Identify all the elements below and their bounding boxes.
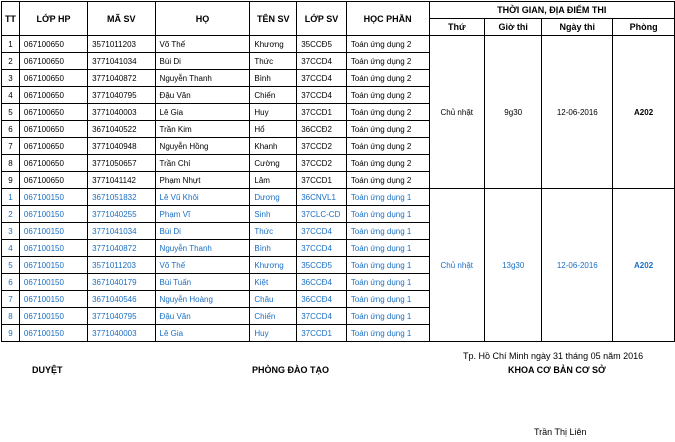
last-name: Đậu Văn bbox=[155, 308, 250, 325]
class-code: 067100650 bbox=[19, 87, 87, 104]
student-class: 35CCĐ5 bbox=[297, 36, 347, 53]
row-number: 7 bbox=[2, 291, 20, 308]
row-number: 1 bbox=[2, 189, 20, 206]
class-code: 067100150 bbox=[19, 257, 87, 274]
student-class: 36CCĐ4 bbox=[297, 291, 347, 308]
student-id: 3771040003 bbox=[88, 325, 155, 342]
first-name: Kiệt bbox=[250, 274, 297, 291]
first-name: Thức bbox=[250, 223, 297, 240]
course-name: Toán ứng dụng 2 bbox=[346, 104, 429, 121]
row-number: 3 bbox=[2, 70, 20, 87]
last-name: Bùi Tuấn bbox=[155, 274, 250, 291]
row-number: 9 bbox=[2, 172, 20, 189]
first-name: Huy bbox=[250, 104, 297, 121]
class-code: 067100150 bbox=[19, 274, 87, 291]
class-code: 067100150 bbox=[19, 189, 87, 206]
student-class: 36CCĐ4 bbox=[297, 274, 347, 291]
first-name: Huy bbox=[250, 325, 297, 342]
row-number: 3 bbox=[2, 223, 20, 240]
student-id: 3771040795 bbox=[88, 87, 155, 104]
first-name: Khanh bbox=[250, 138, 297, 155]
student-class: 37CCD1 bbox=[297, 172, 347, 189]
header-thu: Thứ bbox=[429, 19, 484, 36]
student-class: 37CCD4 bbox=[297, 53, 347, 70]
header-ma-sv: MÃ SV bbox=[88, 2, 155, 36]
course-name: Toán ứng dụng 2 bbox=[346, 138, 429, 155]
header-lop-sv: LỚP SV bbox=[297, 2, 347, 36]
student-id: 3771041142 bbox=[88, 172, 155, 189]
header-ngay-thi: Ngày thi bbox=[542, 19, 613, 36]
row-number: 4 bbox=[2, 240, 20, 257]
student-class: 37CCD4 bbox=[297, 223, 347, 240]
course-name: Toán ứng dụng 2 bbox=[346, 155, 429, 172]
table-body bbox=[2, 36, 675, 342]
row-number: 2 bbox=[2, 53, 20, 70]
header-tt: TT bbox=[2, 2, 20, 36]
student-class: 37CCD1 bbox=[297, 104, 347, 121]
row-number: 1 bbox=[2, 36, 20, 53]
student-class: 37CLC-CD bbox=[297, 206, 347, 223]
first-name: Khương bbox=[250, 36, 297, 53]
last-name: Lê Gia bbox=[155, 325, 250, 342]
exam-date: 12-06-2016 bbox=[542, 189, 613, 342]
last-name: Phạm Vĩ bbox=[155, 206, 250, 223]
exam-time: 13g30 bbox=[484, 189, 541, 342]
first-name: Lâm bbox=[250, 172, 297, 189]
class-code: 067100150 bbox=[19, 223, 87, 240]
exam-day: Chủ nhật bbox=[429, 36, 484, 189]
student-id: 3671040546 bbox=[88, 291, 155, 308]
faculty-label: KHOA CƠ BẢN CƠ SỞ bbox=[508, 365, 606, 375]
class-code: 067100150 bbox=[19, 291, 87, 308]
last-name: Phạm Nhựt bbox=[155, 172, 250, 189]
training-office-label: PHÒNG ĐÀO TẠO bbox=[252, 365, 330, 375]
course-name: Toán ứng dụng 1 bbox=[346, 308, 429, 325]
first-name: Cường bbox=[250, 155, 297, 172]
header-ten-sv: TÊN SV bbox=[250, 2, 297, 36]
student-class: 37CCD2 bbox=[297, 155, 347, 172]
course-name: Toán ứng dụng 1 bbox=[346, 240, 429, 257]
course-name: Toán ứng dụng 1 bbox=[346, 206, 429, 223]
row-number: 6 bbox=[2, 121, 20, 138]
row-number: 6 bbox=[2, 274, 20, 291]
header-exam-group: THỜI GIAN, ĐỊA ĐIỂM THI bbox=[429, 2, 674, 19]
student-id: 3771041034 bbox=[88, 223, 155, 240]
student-class: 37CCD4 bbox=[297, 87, 347, 104]
exam-date: 12-06-2016 bbox=[542, 36, 613, 189]
row-number: 7 bbox=[2, 138, 20, 155]
first-name: Thức bbox=[250, 53, 297, 70]
student-id: 3771041034 bbox=[88, 53, 155, 70]
header-gio-thi: Giờ thi bbox=[484, 19, 541, 36]
student-id: 3771040872 bbox=[88, 240, 155, 257]
place-date: Tp. Hồ Chí Minh ngày 31 tháng 05 năm 2016 bbox=[463, 351, 644, 361]
row-number: 2 bbox=[2, 206, 20, 223]
first-name: Bình bbox=[250, 240, 297, 257]
class-code: 067100650 bbox=[19, 70, 87, 87]
row-number: 8 bbox=[2, 155, 20, 172]
student-class: 37CCD2 bbox=[297, 138, 347, 155]
first-name: Dương bbox=[250, 189, 297, 206]
course-name: Toán ứng dụng 2 bbox=[346, 53, 429, 70]
last-name: Bùi Di bbox=[155, 53, 250, 70]
student-id: 3771050657 bbox=[88, 155, 155, 172]
last-name: Nguyễn Hồng bbox=[155, 138, 250, 155]
last-name: Lê Vũ Khôi bbox=[155, 189, 250, 206]
student-class: 37CCD4 bbox=[297, 240, 347, 257]
header-hoc-phan: HỌC PHẦN bbox=[346, 2, 429, 36]
last-name: Lê Gia bbox=[155, 104, 250, 121]
last-name: Nguyễn Hoàng bbox=[155, 291, 250, 308]
last-name: Võ Thế bbox=[155, 36, 250, 53]
student-class: 37CCD4 bbox=[297, 70, 347, 87]
student-id: 3671040179 bbox=[88, 274, 155, 291]
class-code: 067100650 bbox=[19, 155, 87, 172]
student-class: 37CCD1 bbox=[297, 325, 347, 342]
student-class: 36CCĐ2 bbox=[297, 121, 347, 138]
last-name: Nguyễn Thanh bbox=[155, 240, 250, 257]
header-phong: Phòng bbox=[613, 19, 675, 36]
header-ho: HỌ bbox=[155, 2, 250, 36]
course-name: Toán ứng dụng 2 bbox=[346, 36, 429, 53]
class-code: 067100650 bbox=[19, 138, 87, 155]
student-class: 35CCĐ5 bbox=[297, 257, 347, 274]
exam-schedule-table bbox=[1, 1, 675, 342]
last-name: Đậu Văn bbox=[155, 87, 250, 104]
course-name: Toán ứng dụng 2 bbox=[346, 87, 429, 104]
student-id: 3671051832 bbox=[88, 189, 155, 206]
class-code: 067100650 bbox=[19, 121, 87, 138]
exam-room: A202 bbox=[613, 36, 675, 189]
class-code: 067100650 bbox=[19, 36, 87, 53]
row-number: 5 bbox=[2, 104, 20, 121]
table-row bbox=[2, 189, 675, 206]
first-name: Châu bbox=[250, 291, 297, 308]
class-code: 067100150 bbox=[19, 308, 87, 325]
student-id: 3771040872 bbox=[88, 70, 155, 87]
first-name: Chiến bbox=[250, 87, 297, 104]
class-code: 067100150 bbox=[19, 240, 87, 257]
class-code: 067100650 bbox=[19, 53, 87, 70]
course-name: Toán ứng dụng 2 bbox=[346, 121, 429, 138]
last-name: Trần Chí bbox=[155, 155, 250, 172]
row-number: 5 bbox=[2, 257, 20, 274]
approval-label: DUYỆT bbox=[32, 365, 63, 375]
student-id: 3671040522 bbox=[88, 121, 155, 138]
course-name: Toán ứng dụng 1 bbox=[346, 257, 429, 274]
last-name: Nguyễn Thanh bbox=[155, 70, 250, 87]
student-id: 3571011203 bbox=[88, 257, 155, 274]
first-name: Khương bbox=[250, 257, 297, 274]
course-name: Toán ứng dụng 1 bbox=[346, 325, 429, 342]
exam-room: A202 bbox=[613, 189, 675, 342]
course-name: Toán ứng dụng 1 bbox=[346, 274, 429, 291]
first-name: Sinh bbox=[250, 206, 297, 223]
first-name: Bình bbox=[250, 70, 297, 87]
row-number: 8 bbox=[2, 308, 20, 325]
student-id: 3571011203 bbox=[88, 36, 155, 53]
header-lop-hp: LỚP HP bbox=[19, 2, 87, 36]
row-number: 4 bbox=[2, 87, 20, 104]
student-id: 3771040795 bbox=[88, 308, 155, 325]
course-name: Toán ứng dụng 1 bbox=[346, 189, 429, 206]
course-name: Toán ứng dụng 2 bbox=[346, 172, 429, 189]
course-name: Toán ứng dụng 2 bbox=[346, 70, 429, 87]
class-code: 067100150 bbox=[19, 325, 87, 342]
row-number: 9 bbox=[2, 325, 20, 342]
student-id: 3771040948 bbox=[88, 138, 155, 155]
last-name: Bùi Di bbox=[155, 223, 250, 240]
first-name: Hổ bbox=[250, 121, 297, 138]
class-code: 067100150 bbox=[19, 206, 87, 223]
student-id: 3771040255 bbox=[88, 206, 155, 223]
student-class: 37CCD4 bbox=[297, 308, 347, 325]
exam-day: Chủ nhật bbox=[429, 189, 484, 342]
course-name: Toán ứng dụng 1 bbox=[346, 223, 429, 240]
student-id: 3771040003 bbox=[88, 104, 155, 121]
signer-name: Trần Thị Liên bbox=[534, 427, 587, 437]
first-name: Chiến bbox=[250, 308, 297, 325]
last-name: Trần Kim bbox=[155, 121, 250, 138]
last-name: Võ Thế bbox=[155, 257, 250, 274]
student-class: 36CNVL1 bbox=[297, 189, 347, 206]
table-row bbox=[2, 36, 675, 53]
exam-time: 9g30 bbox=[484, 36, 541, 189]
course-name: Toán ứng dụng 1 bbox=[346, 291, 429, 308]
class-code: 067100650 bbox=[19, 172, 87, 189]
class-code: 067100650 bbox=[19, 104, 87, 121]
